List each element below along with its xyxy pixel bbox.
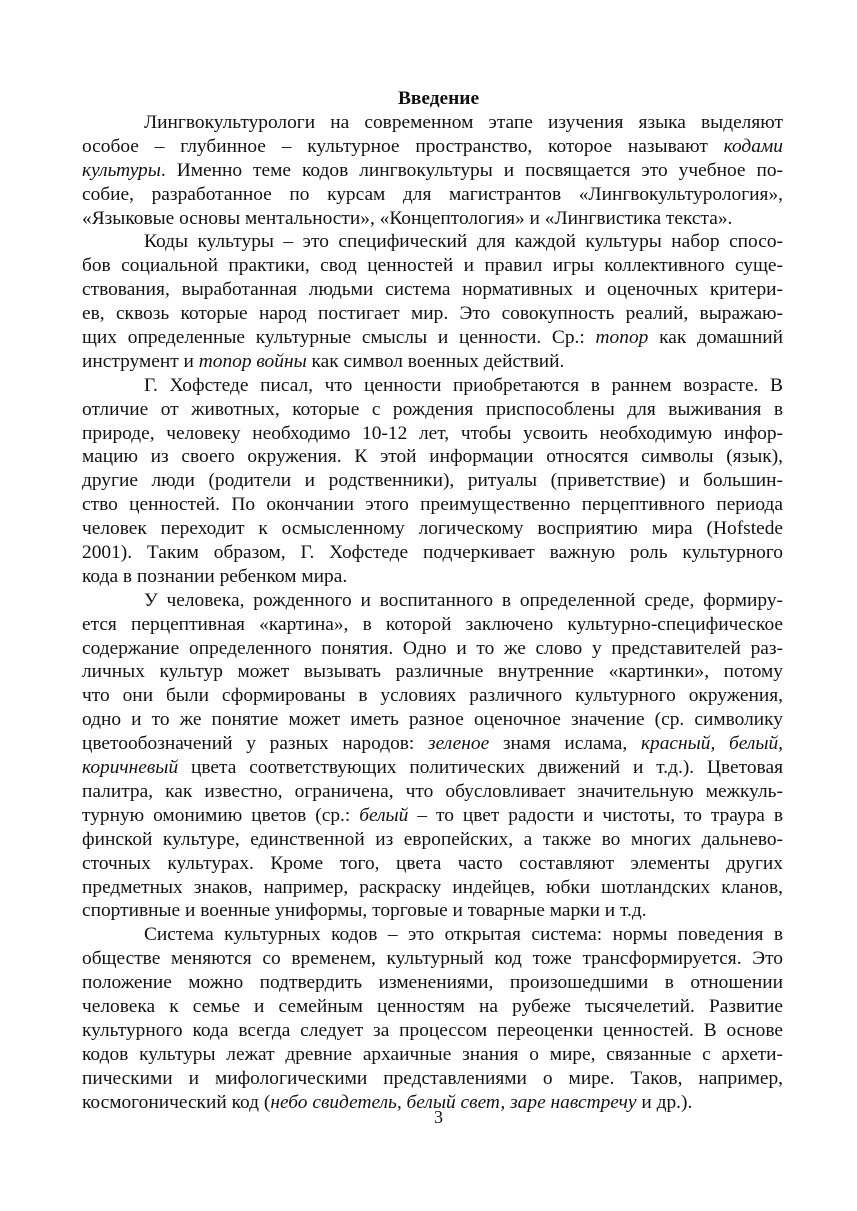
text-run: кодов культуры лежат древние архаичные знания о мире, связанные с архети- [82,1043,783,1065]
text-line [82,995,783,1019]
text-line [82,326,783,350]
text-run: Система культурных кодов – это открытая система: нормы поведения в [144,924,783,946]
text-run: обществе меняются со временем, культурный код тоже трансформируется. Это [82,948,783,970]
text-run: собие, разработанное по курсам для магистрантов «Лингвокультурология», [82,183,783,205]
text-run: отличие от животных, которые с рождения приспособлены для выживания в [82,398,783,420]
paragraph [82,374,783,589]
text-line [82,852,783,876]
text-line [82,1019,783,1043]
text-line [82,422,783,446]
text-line [82,971,783,995]
text-run: знамя ислама, [489,733,641,755]
text-line [82,278,783,302]
text-run: У человека, рожденного и воспитанного в определенной среде, формиру- [144,589,783,611]
text-line [82,684,783,708]
text-run: и др.). [636,1091,693,1113]
text-run: культурного кода всегда следует за процессом переоценки ценностей. В основе [82,1019,783,1041]
text-line [82,398,783,422]
paragraph [82,589,783,923]
text-run: 2001). Таким образом, Г. Хофстеде подчеркивает важную роль культурного [82,542,783,564]
text-run: финской культуре, единственной из европейских, а также во многих дальнево- [82,828,783,850]
text-line [82,613,783,637]
text-line [82,732,783,756]
text-line [82,899,783,923]
text-run: предметных знаков, например, раскраску индейцев, юбки шотландских кланов, [82,876,783,898]
italic-term: красный, белый, [640,733,784,755]
text-run: бов социальной практики, свод ценностей и правил игры коллективного суще- [82,255,783,277]
text-line [82,660,783,684]
italic-term: небо свидетель, белый свет, заре навстречу [270,1091,637,1113]
text-run: особое – глубинное – культурное пространство, которое называют [82,135,724,157]
text-run: одно и то же понятие может иметь разное оценочное значение (ср. символику [82,709,783,731]
italic-term: кодами [723,135,783,157]
text-run: цвета соответствующих политических движений и т.д.). Цветовая [178,757,783,779]
text-line [82,589,783,613]
text-line [82,111,783,135]
text-run: содержание определенного понятия. Одно и то же слово у представителей раз- [82,637,783,659]
text-run: спортивные и военные униформы, торговые и товарные марки и т.д. [82,900,647,922]
text-run: ство ценностей. По окончании этого преимущественно перцептивного периода [82,494,783,516]
text-line [82,517,783,541]
text-line [82,493,783,517]
text-line [82,756,783,780]
text-run: личных культур может вызывать различные внутренние «картинки», потому [82,661,783,683]
text-run: ствования, выработанная людьми система нормативных и оценочных критери- [82,279,783,301]
text-line [82,183,783,207]
text-run: щих определенные культурные смыслы и ценности. Ср.: [82,327,596,349]
italic-term: топор [595,327,649,349]
italic-term: культуры [82,159,161,181]
text-line [82,302,783,326]
text-run: палитра, как известно, ограничена, что обусловливает значительную межкуль- [82,780,783,802]
text-line [82,254,783,278]
paragraph [82,230,783,373]
italic-term: коричневый [82,757,179,779]
paragraph [82,111,783,230]
text-run: человек переходит к осмысленному логическому восприятию мира (Hofstede [82,518,783,540]
text-line [82,804,783,828]
text-run: природе, человеку необходимо 10-12 лет, чтобы усвоить необходимую инфор- [82,422,783,444]
text-run: сточных культурах. Кроме того, цвета часто составляют элементы других [82,852,783,874]
text-run: космогонический код ( [82,1091,271,1113]
text-run: ев, сквозь которые народ постигает мир. Это совокупность реалий, выражаю- [82,303,783,325]
page-number: 3 [434,1107,443,1127]
text-run: другие люди (родители и родственники), ритуалы (приветствие) и большин- [82,470,783,492]
text-run: – то цвет радости и чистоты, то траура в [408,804,783,826]
page-title: Введение [397,88,480,109]
italic-term: топор войны [198,350,307,372]
text-run: что они были сформированы в условиях различного культурного окружения, [82,685,783,707]
text-line [82,541,783,565]
text-line [82,828,783,852]
text-line [82,565,783,589]
text-line [82,923,783,947]
text-line [82,207,783,231]
text-line [82,374,783,398]
text-line [82,469,783,493]
paragraph [82,923,783,1114]
text-line [82,350,783,374]
text-run: человека к семье и семейным ценностям на рубеже тысячелетий. Развитие [82,995,783,1017]
text-line [82,445,783,469]
italic-term: зеленое [428,733,490,755]
text-line [82,230,783,254]
text-line [82,876,783,900]
text-line [82,1043,783,1067]
text-line [82,708,783,732]
text-run: турную омонимию цветов (ср.: [82,804,360,826]
text-run: как символ военных действий. [306,350,565,372]
text-line [82,159,783,183]
text-run: Коды культуры – это специфический для каждой культуры набор спосо- [144,231,783,253]
text-run: ется перцептивная «картина», в которой заключено культурно-специфическое [82,613,783,635]
text-run: цветообозначений у разных народов: [82,733,429,755]
italic-term: белый [359,804,409,826]
text-run: пическими и мифологическими представлениями о мире. Таков, например, [82,1067,783,1089]
body-text [82,111,783,1114]
text-line [82,947,783,971]
text-line [82,780,783,804]
text-run: . Именно теме кодов лингвокультуры и посвящается это учебное по- [160,159,783,181]
text-run: инструмент и [82,350,199,372]
text-line [82,637,783,661]
text-line [82,135,783,159]
text-run: «Языковые основы ментальности», «Концептология» и «Лингвистика текста». [82,207,733,229]
text-run: как домашний [648,327,783,349]
text-run: кода в познании ребенком мира. [82,565,348,587]
text-run: Лингвокультурологи на современном этапе изучения языка выделяют [144,112,783,133]
text-run: положение можно подтвердить изменениями, произошедшими в отношении [82,972,783,994]
text-run: Г. Хофстеде писал, что ценности приобретаются в раннем возрасте. В [144,374,783,396]
text-line [82,1067,783,1091]
text-run: мацию из своего окружения. К этой информации относятся символы (язык), [82,446,783,468]
